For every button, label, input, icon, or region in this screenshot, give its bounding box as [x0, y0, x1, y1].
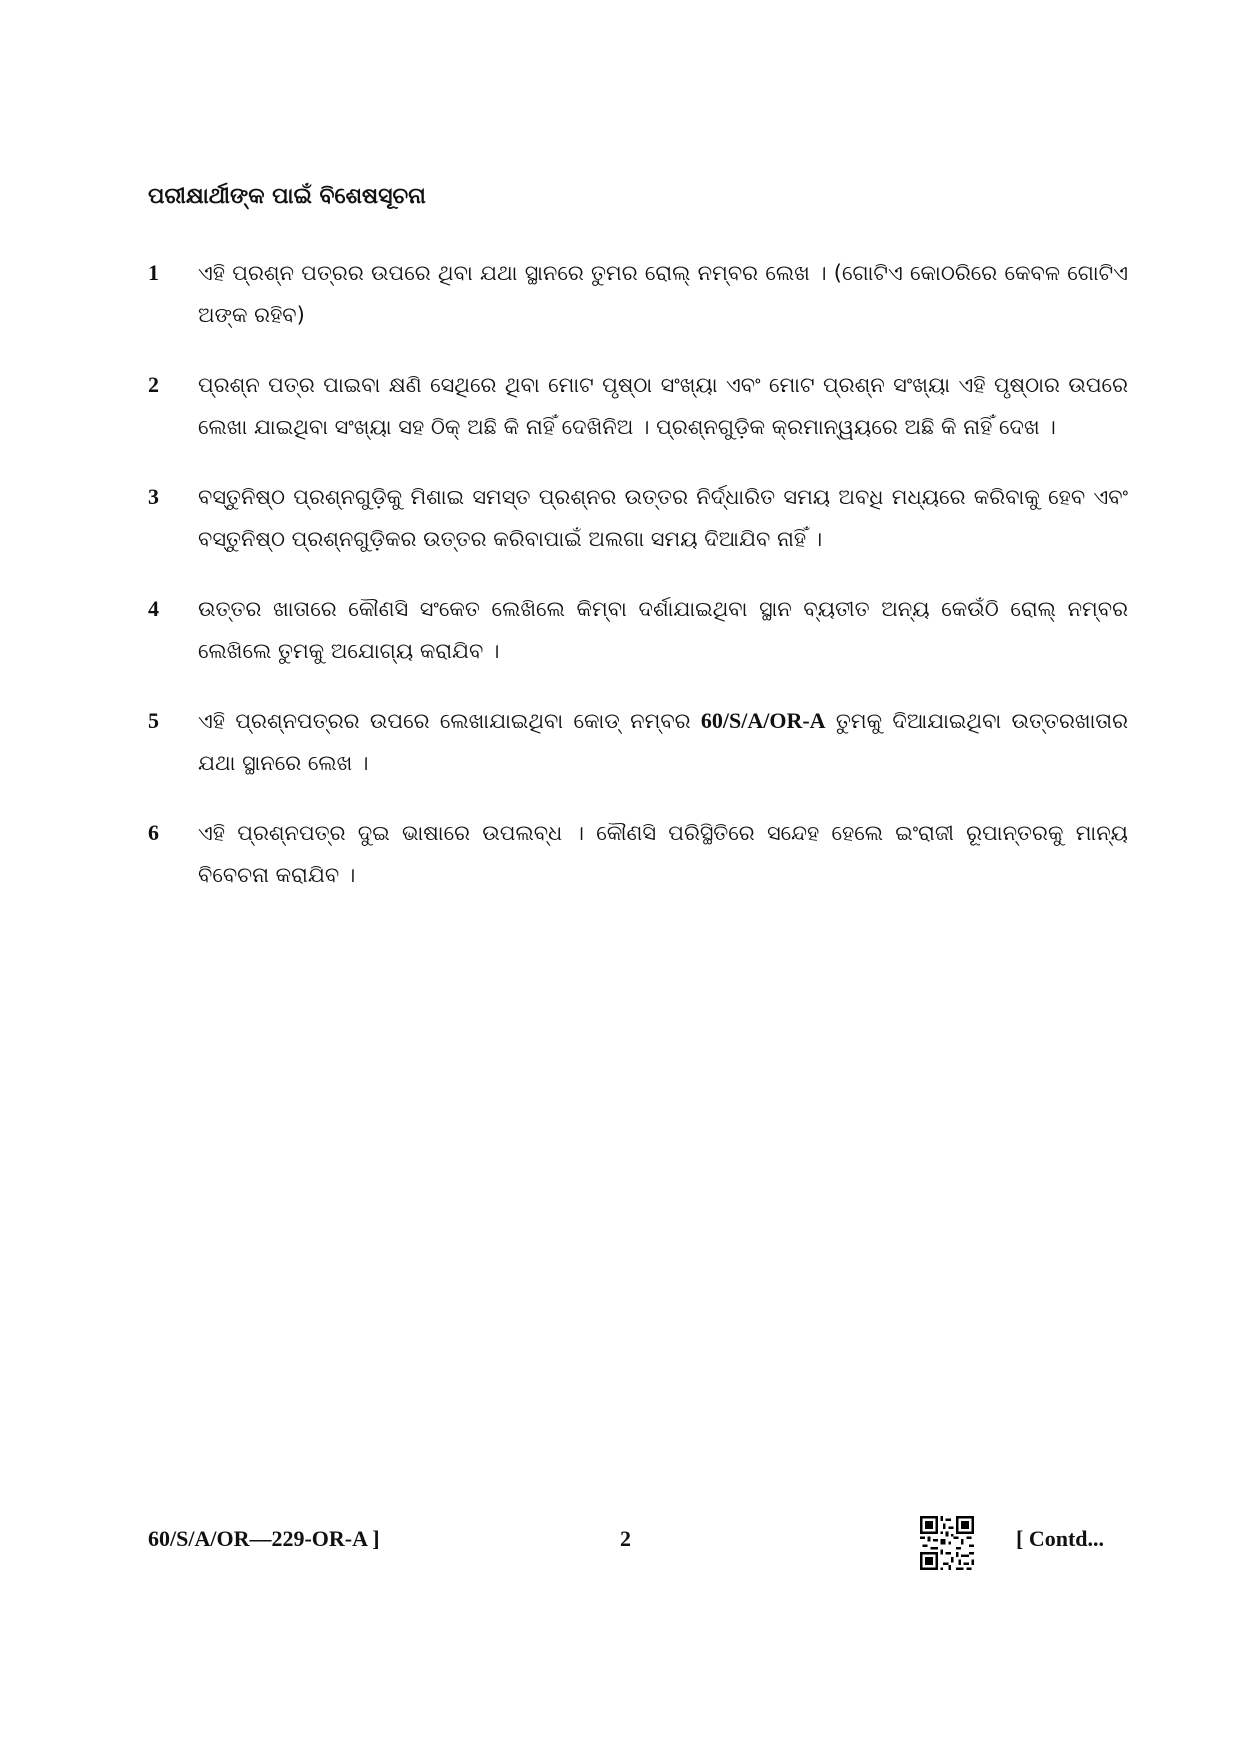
- continued-label: [ Contd...: [1016, 1526, 1105, 1551]
- list-item: [148, 812, 1128, 896]
- item-text: [198, 700, 1128, 784]
- item-text: ବସ୍ତୁନିଷ୍ଠ ପ୍ରଶ୍ନଗୁଡ଼ିକୁ ମିଶାଇ ସମସ୍ତ ପ୍ରଶ୍ନର ଉତ୍ତର ନିର୍ଦ୍ଧାରିତ ସମୟ ଅବଧି ମଧ୍ୟରେ କରିବାକୁ ହେବ ଏବଂ ବସ୍ତୁନିଷ୍ଠ ପ୍ରଶ୍ନଗୁଡ଼ିକର ଉତ୍ତର କରିବାପାଇଁ ଅଲଗା ସମୟ ଦିଆଯିବ ନାହିଁ ।: [198, 485, 1128, 551]
- instructions-list: [148, 252, 1128, 924]
- item-number: 3: [148, 484, 159, 509]
- item-text-after: ତୁମକୁ ଦିଆଯାଇଥିବା ଉତ୍ତରଖାତାର ଯଥା ସ୍ଥାନରେ ଲେଖ ।: [198, 709, 1128, 775]
- answer-book-code: 60/S/A/OR-A: [700, 708, 826, 733]
- item-number: 2: [148, 372, 159, 397]
- item-number: 6: [148, 820, 159, 845]
- list-item: [148, 364, 1128, 448]
- item-text-before: ଏହି ପ୍ରଶ୍ନପତ୍ରର ଉପରେ ଲେଖାଯାଇଥିବା କୋଡ୍ ନମ୍ବର: [198, 709, 701, 733]
- qr-code-icon: [920, 1516, 974, 1570]
- item-text: ଉତ୍ତର ଖାତାରେ କୌଣସି ସଂକେତ ଲେଖିଲେ କିମ୍ବା ଦର୍ଶାଯାଇଥିବା ସ୍ଥାନ ବ୍ୟତୀତ ଅନ୍ୟ କେଉଁଠି ରୋଲ୍ ନମ୍ବର ଲେଖିଲେ ତୁମକୁ ଅଯୋଗ୍ୟ କରାଯିବ ।: [198, 597, 1128, 663]
- list-item: [148, 588, 1128, 672]
- page-heading: ପରୀକ୍ଷାର୍ଥୀଙ୍କ ପାଇଁ ବିଶେଷସୂଚନା: [148, 184, 426, 209]
- item-text: ଏହି ପ୍ରଶ୍ନପତ୍ର ଦୁଇ ଭାଷାରେ ଉପଲବ୍ଧ । କୌଣସି ପରିସ୍ଥିତିରେ ସନ୍ଦେହ ହେଲେ ଇଂରାଜୀ ରୂପାନ୍ତରକୁ ମାନ୍ୟ ବିବେଚନା କରାଯିବ ।: [198, 821, 1128, 887]
- list-item: [148, 476, 1128, 560]
- list-item: [148, 252, 1128, 336]
- list-item: [148, 700, 1128, 784]
- item-text: ପ୍ରଶ୍ନ ପତ୍ର ପାଇବା କ୍ଷଣି ସେଥିରେ ଥିବା ମୋଟ ପୃଷ୍ଠା ସଂଖ୍ୟା ଏବଂ ମୋଟ ପ୍ରଶ୍ନ ସଂଖ୍ୟା ଏହି ପୃଷ୍ଠାର ଉପରେ ଲେଖା ଯାଇଥିବା ସଂଖ୍ୟା ସହ ଠିକ୍ ଅଛି କି ନାହିଁ ଦେଖିନିଅ । ପ୍ରଶ୍ନଗୁଡ଼ିକ କ୍ରମାନ୍ୱୟରେ ଅଛି କି ନାହିଁ ଦେଖ ।: [198, 373, 1128, 439]
- paper-code: 60/S/A/OR—229-OR-A ]: [148, 1526, 380, 1551]
- item-text: ଏହି ପ୍ରଶ୍ନ ପତ୍ରର ଉପରେ ଥିବା ଯଥା ସ୍ଥାନରେ ତୁମର ରୋଲ୍ ନମ୍ବର ଲେଖ । (ଗୋଟିଏ କୋଠରିରେ କେବଳ ଗୋଟିଏ ଅଙ୍କ ରହିବ): [198, 261, 1128, 327]
- item-number: 5: [148, 708, 159, 733]
- item-number: 4: [148, 596, 159, 621]
- page-number: 2: [620, 1526, 631, 1551]
- item-number: 1: [148, 260, 159, 285]
